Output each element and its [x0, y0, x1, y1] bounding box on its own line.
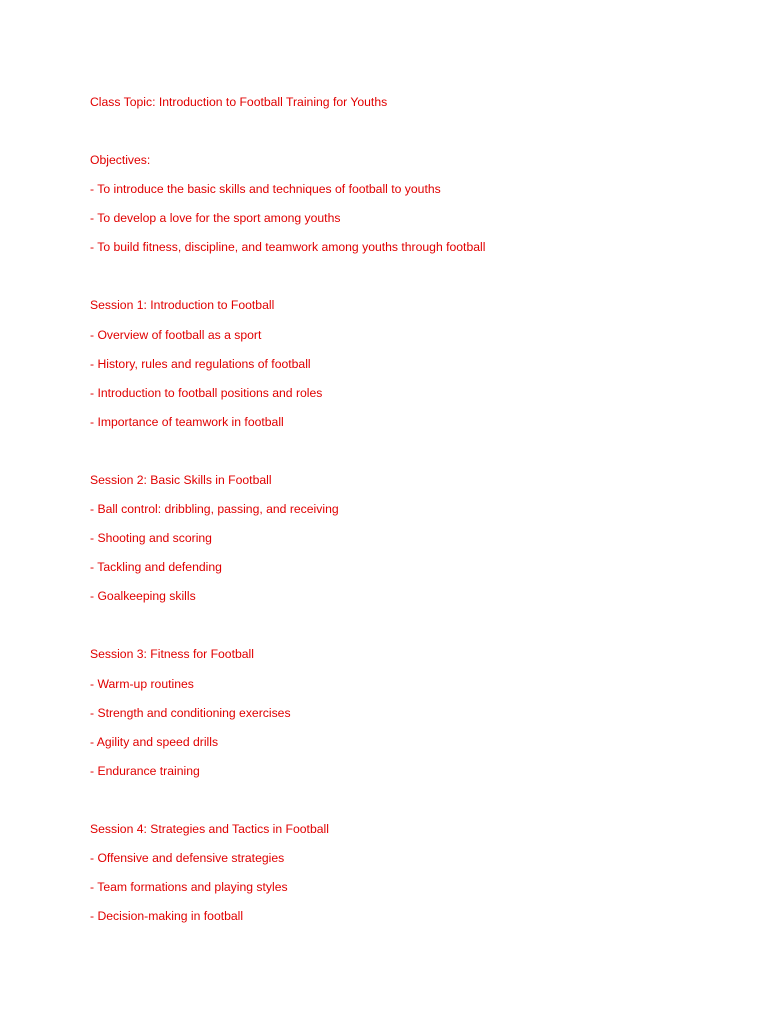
class-topic-title: Class Topic: Introduction to Football Training for Youths: [90, 95, 388, 109]
session-1-heading: Session 1: Introduction to Football: [90, 298, 275, 313]
session-2-heading: Session 2: Basic Skills in Football: [90, 472, 272, 487]
session-3-item: - Endurance training: [90, 763, 200, 778]
spacer: [90, 442, 730, 471]
objective-item: - To develop a love for the sport among youths: [90, 211, 341, 226]
session-1-item: - Introduction to football positions and roles: [90, 385, 323, 400]
session-2-section: [90, 471, 730, 616]
session-4-heading: Session 4: Strategies and Tactics in Football: [90, 821, 329, 836]
spacer: [90, 791, 730, 820]
document-page: [90, 93, 730, 936]
session-4-section: [90, 820, 730, 936]
session-4-item: - Offensive and defensive strategies: [90, 850, 285, 865]
session-2-item: - Goalkeeping skills: [90, 589, 196, 604]
session-3-item: - Warm-up routines: [90, 676, 194, 691]
session-2-item: - Shooting and scoring: [90, 531, 212, 546]
objective-item: - To introduce the basic skills and techniques of football to youths: [90, 182, 441, 197]
objectives-heading: Objectives:: [90, 153, 151, 168]
spacer: [90, 122, 730, 151]
session-2-item: - Tackling and defending: [90, 560, 222, 575]
session-1-item: - Importance of teamwork in football: [90, 414, 284, 429]
session-4-item: - Decision-making in football: [90, 909, 244, 924]
objectives-section: [90, 151, 730, 267]
objective-item: - To build fitness, discipline, and teamwork among youths through football: [90, 240, 486, 255]
spacer: [90, 267, 730, 296]
session-1-item: - History, rules and regulations of football: [90, 356, 311, 371]
session-3-heading: Session 3: Fitness for Football: [90, 647, 254, 662]
session-3-item: - Strength and conditioning exercises: [90, 705, 291, 720]
session-4-item: - Team formations and playing styles: [90, 880, 288, 895]
session-1-item: - Overview of football as a sport: [90, 327, 262, 342]
session-3-section: [90, 645, 730, 790]
spacer: [90, 616, 730, 645]
session-3-item: - Agility and speed drills: [90, 734, 219, 749]
session-1-section: [90, 296, 730, 441]
session-2-item: - Ball control: dribbling, passing, and receiving: [90, 502, 339, 517]
